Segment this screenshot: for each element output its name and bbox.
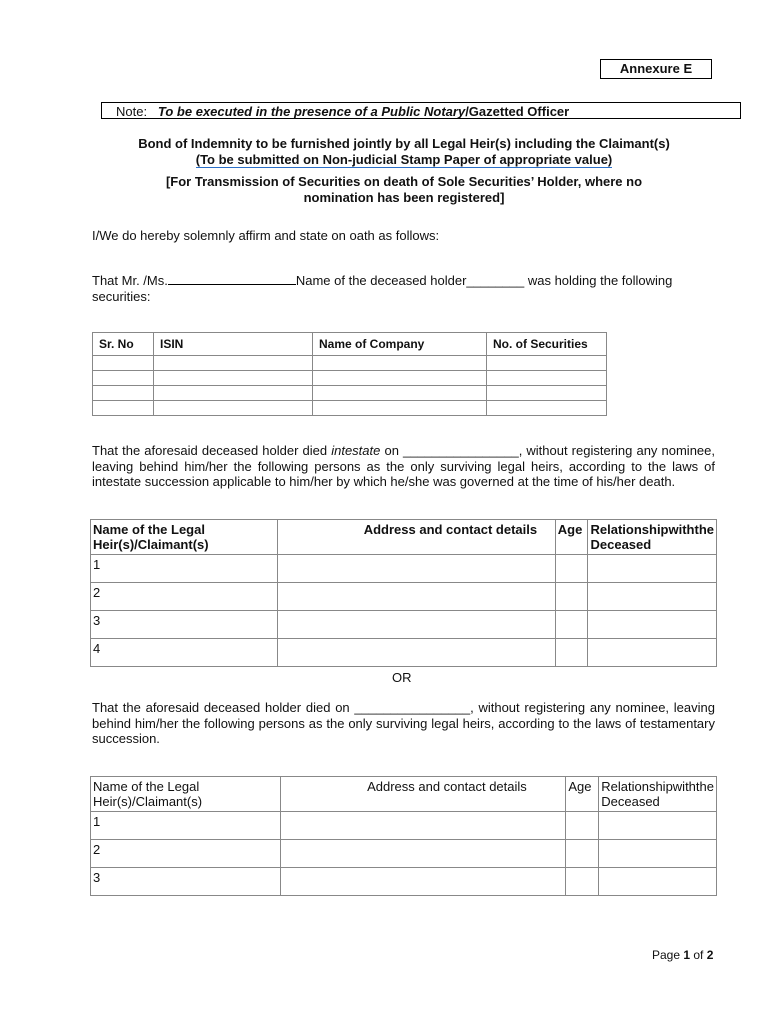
heirs-2-col-name: Name of the Legal Heir(s)/Claimant(s) (91, 777, 281, 812)
row-number[interactable]: 2 (91, 583, 278, 611)
row-number[interactable]: 4 (91, 639, 278, 667)
heirs-2-col-age: Age (566, 777, 599, 812)
heirs-table-2 (90, 776, 717, 896)
heirs-1-col-name: Name of the Legal Heir(s)/Claimant(s) (91, 520, 278, 555)
footer-total-pages: 2 (706, 948, 714, 962)
title-line-4: nomination has been registered] (303, 190, 505, 205)
cell[interactable] (588, 555, 717, 583)
table-row (91, 868, 717, 896)
cell[interactable] (313, 401, 487, 416)
cell[interactable] (277, 639, 555, 667)
cell[interactable] (281, 812, 566, 840)
cell[interactable] (281, 840, 566, 868)
cell[interactable] (277, 583, 555, 611)
row-number[interactable]: 1 (91, 812, 281, 840)
table-row (91, 840, 717, 868)
intestate-part2: on ________________, without registering any nominee, leaving behind him/her the following persons as the only surviving legal heirs, according to the laws of intestate succession applicable to him/her by which he/she was governed at the time of his/her death. (92, 443, 715, 489)
table-row (91, 583, 717, 611)
cell[interactable] (313, 386, 487, 401)
cell[interactable] (588, 583, 717, 611)
holder-prefix: That Mr. /Ms. (92, 273, 168, 288)
note-box (101, 102, 741, 119)
cell[interactable] (487, 401, 607, 416)
cell[interactable] (281, 868, 566, 896)
heirs-1-col-relationship (588, 520, 717, 555)
intestate-paragraph (92, 443, 715, 490)
cell[interactable] (555, 639, 588, 667)
table-row (91, 812, 717, 840)
rel-word-3: the (694, 522, 714, 537)
holder-paragraph (92, 272, 715, 304)
cell[interactable] (277, 555, 555, 583)
table-row (93, 386, 607, 401)
rel-word-3: the (695, 779, 714, 794)
cell[interactable] (599, 812, 717, 840)
cell[interactable] (555, 555, 588, 583)
heirs-2-header-row (91, 777, 717, 812)
holder-suffix: securities: (92, 288, 151, 304)
intestate-part1: That the aforesaid deceased holder died (92, 443, 332, 458)
heirs-2-col-relationship (599, 777, 717, 812)
cell[interactable] (154, 386, 313, 401)
title-line-2-text: (To be submitted on Non-judicial Stamp Paper of appropriate value) (195, 152, 613, 167)
affirm-statement: I/We do hereby solemnly affirm and state on oath as follows: (92, 228, 440, 243)
header-company: Name of Company (313, 333, 487, 356)
cell[interactable] (566, 868, 599, 896)
securities-table (92, 332, 607, 416)
heirs-1-header-row (91, 520, 717, 555)
cell[interactable] (93, 401, 154, 416)
row-number[interactable]: 2 (91, 840, 281, 868)
table-row (93, 401, 607, 416)
cell[interactable] (313, 356, 487, 371)
or-separator: OR (392, 670, 412, 685)
intestate-italic: intestate (331, 443, 381, 458)
table-row (91, 639, 717, 667)
testamentary-paragraph: That the aforesaid deceased holder died on ________________, without registering any nominee, leaving behind him/her the following persons as the only surviving legal heirs, according to the laws of testamentary succession. (92, 700, 715, 746)
page-footer (652, 948, 713, 962)
footer-page-word: Page (652, 948, 684, 962)
title-line-2 (92, 152, 716, 168)
cell[interactable] (555, 611, 588, 639)
heirs-table-1 (90, 519, 717, 667)
footer-current-page: 1 (683, 948, 691, 962)
note-label: Note: (116, 104, 148, 119)
cell[interactable] (93, 356, 154, 371)
cell[interactable] (93, 371, 154, 386)
table-row (91, 555, 717, 583)
holder-middle: Name of the deceased holder________ was holding the following (295, 273, 673, 288)
heirs-2-col-address: Address and contact details (281, 777, 566, 812)
heirs-1-col-age: Age (555, 520, 588, 555)
cell[interactable] (154, 401, 313, 416)
footer-of-word: of (690, 948, 707, 962)
rel-word-1: Relationship (601, 779, 673, 794)
rel-word-2: with (668, 522, 695, 537)
title-line-1: Bond of Indemnity to be furnished jointly by all Legal Heir(s) including the Claimant(s) (138, 136, 670, 151)
row-number[interactable]: 1 (91, 555, 278, 583)
row-number[interactable]: 3 (91, 868, 281, 896)
table-row (93, 371, 607, 386)
annexure-label: Annexure E (600, 59, 712, 79)
cell[interactable] (277, 611, 555, 639)
row-number[interactable]: 3 (91, 611, 278, 639)
cell[interactable] (93, 386, 154, 401)
header-sr-no: Sr. No (93, 333, 154, 356)
rel-word-4: Deceased (601, 794, 660, 809)
securities-header-row (93, 333, 607, 356)
cell[interactable] (566, 840, 599, 868)
note-rest: /Gazetted Officer (465, 104, 570, 119)
heirs-1-col-address: Address and contact details (277, 520, 555, 555)
cell[interactable] (599, 868, 717, 896)
header-isin: ISIN (154, 333, 313, 356)
title-line-3: [For Transmission of Securities on death of Sole Securities’ Holder, where no (165, 174, 643, 189)
cell[interactable] (487, 356, 607, 371)
rel-word-2: with (672, 779, 696, 794)
cell[interactable] (566, 812, 599, 840)
holder-name-blank[interactable] (168, 272, 296, 285)
cell[interactable] (588, 639, 717, 667)
table-row (91, 611, 717, 639)
table-row (93, 356, 607, 371)
cell[interactable] (154, 356, 313, 371)
cell[interactable] (313, 371, 487, 386)
cell[interactable] (555, 583, 588, 611)
header-no-securities: No. of Securities (487, 333, 607, 356)
rel-word-4: Deceased (590, 537, 652, 552)
cell[interactable] (588, 611, 717, 639)
cell[interactable] (599, 840, 717, 868)
cell[interactable] (154, 371, 313, 386)
rel-word-1: Relationship (590, 522, 669, 537)
note-italic: To be executed in the presence of a Public Notary (157, 104, 466, 119)
cell[interactable] (487, 386, 607, 401)
cell[interactable] (487, 371, 607, 386)
